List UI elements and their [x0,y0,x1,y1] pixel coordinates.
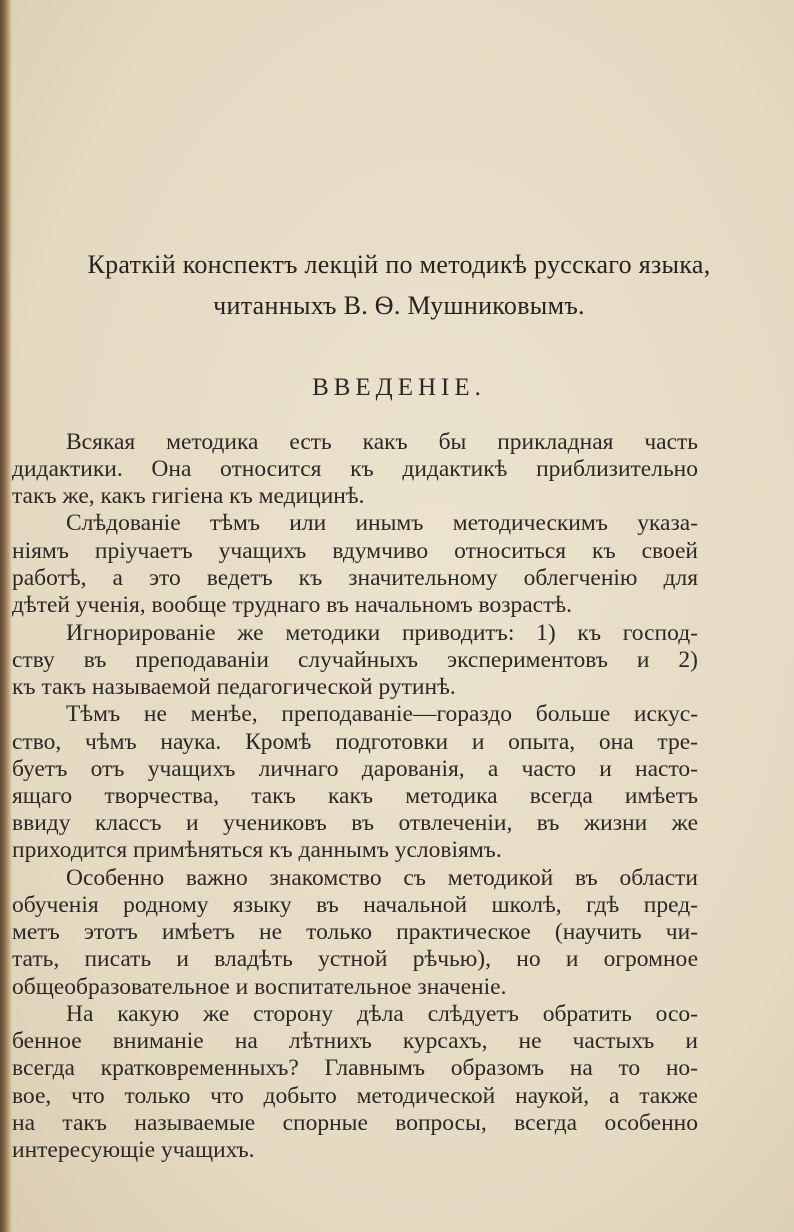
text-line: интересующіе учащихъ. [12,1137,255,1163]
text-line: приходится примѣняться къ даннымъ условіямъ. [12,837,502,863]
text-line: общеобразовательное и воспитательное значеніе. [12,974,507,1000]
text-line: ящаго творчества, такъ какъ методика всегда имѣетъ [12,783,698,809]
text-line: обученія родному языку въ начальной школѣ, гдѣ пред- [12,892,698,918]
text-line: на такъ называемые спорные вопросы, всегда особенно [12,1110,698,1136]
text-line: дидактики. Она относится къ дидактикѣ приблизительно [12,456,698,482]
text-line: къ такъ называемой педагогической рутинѣ. [12,674,456,700]
text-line: работѣ, а это ведетъ къ значительному облегченію для [12,565,698,591]
text-line: ніямъ пріучаетъ учащихъ вдумчиво относиться къ своей [12,538,698,564]
text-line: всегда кратковременныхъ? Главнымъ образомъ на то но- [12,1055,698,1081]
text-line: Слѣдованіе тѣмъ или инымъ методическимъ указа- [66,510,698,536]
text-line: ство, чѣмъ наука. Кромѣ подготовки и опыта, она тре- [12,729,698,755]
text-line: тать, писать и владѣть устной рѣчью), но и огромное [12,946,698,972]
text-line: дѣтей ученія, вообще труднаго въ начальномъ возрастѣ. [12,592,572,618]
text-line: буетъ отъ учащихъ личнаго дарованія, а часто и насто- [12,756,698,782]
text-line: Особенно важно знакомство съ методикой въ области [66,865,698,891]
book-spine-edge [0,0,12,1232]
text-line: Всякая методика есть какъ бы прикладная часть [66,429,698,455]
text-line: На какую же сторону дѣла слѣдуетъ обратить осо- [66,1001,698,1027]
text-line: ству въ преподаваніи случайныхъ экспериментовъ и 2) [12,647,698,673]
section-heading: ВВЕДЕНІЕ. [312,374,486,401]
text-line: метъ этотъ имѣетъ не только практическое (научить чи- [12,919,698,945]
text-line: Тѣмъ не менѣе, преподаваніе—гораздо больше искус- [66,701,698,727]
text-line: вое, что только что добыто методической наукой, а также [12,1083,698,1109]
title-line-1: Краткій конспектъ лекцій по методикѣ русскаго языка, [87,250,711,279]
text-line: такъ же, какъ гигіена къ медицинѣ. [12,483,365,509]
text-line: Игнорированіе же методики приводитъ: 1) къ господ- [66,620,698,646]
text-line: ввиду классъ и учениковъ въ отвлеченіи, въ жизни же [12,810,698,836]
title-line-2: читанныхъ В. Ѳ. Мушниковымъ. [213,291,585,320]
text-line: бенное вниманіе на лѣтнихъ курсахъ, не частыхъ и [12,1028,698,1054]
